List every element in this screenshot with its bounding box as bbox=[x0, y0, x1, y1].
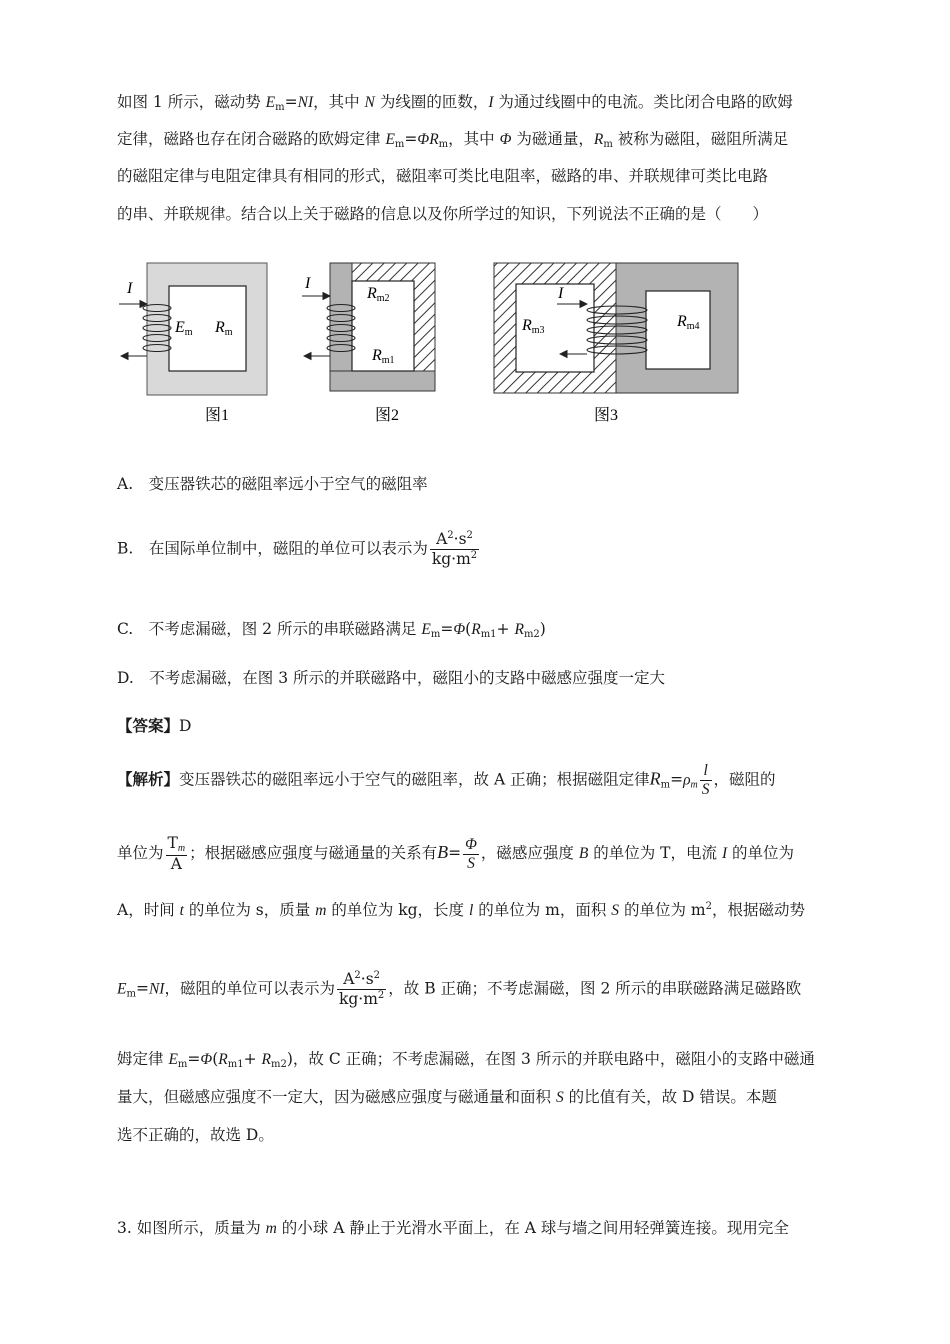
subscript: m bbox=[275, 102, 285, 113]
text: B. 在国际单位制中，磁阻的单位可以表示为 bbox=[117, 539, 428, 558]
text: 被称为磁阻，磁阻所满足 bbox=[612, 130, 789, 148]
symbol-NI: NI bbox=[297, 94, 314, 111]
intro-line-4: 的串、并联规律。结合以上关于磁路的信息以及你所学过的知识，下列说法不正确的是（ ） bbox=[117, 205, 769, 223]
figure-3 bbox=[494, 263, 738, 424]
figure-3-caption: 图3 bbox=[594, 407, 619, 424]
symbol-N: N bbox=[364, 94, 375, 111]
Rm-label: Rm bbox=[215, 319, 233, 338]
intro-line-3: 的磁阻定律与电阻定律具有相同的形式，磁阻率可类比电阻率，磁路的串、并联规律可类比电路 bbox=[117, 167, 769, 185]
analysis-line-2: 单位为 $\frac{T_m}{A}$ ；根据磁感应强度与磁通量的关系有B= $\frac{\Phi}{S}$ ，磁感应强度 B 的单位为 T，电流 I 的单位为 bbox=[117, 834, 795, 873]
answer-value: D bbox=[179, 717, 192, 735]
current-label-3: I bbox=[558, 285, 564, 302]
intro-line-1 bbox=[117, 90, 793, 113]
Rm4-label: Rm4 bbox=[677, 313, 700, 332]
text: ，其中 bbox=[448, 130, 500, 148]
option-a: A. 变压器铁芯的磁阻率远小于空气的磁阻率 bbox=[117, 475, 428, 493]
question-3-start: 3. 如图所示，质量为 m 的小球 A 静止于光滑水平面上，在 A 球与墙之间用轻弹簧连接。现用完全 bbox=[117, 1219, 789, 1237]
symbol-R: R bbox=[429, 131, 439, 148]
figure-1-caption: 图1 bbox=[205, 407, 230, 424]
text: ，其中 bbox=[313, 93, 365, 111]
intro-line-2 bbox=[117, 127, 788, 150]
symbol-I: I bbox=[488, 94, 494, 111]
text: = bbox=[284, 93, 298, 111]
text: 定律，磁路也存在闭合磁路的欧姆定律 bbox=[117, 130, 386, 148]
analysis-line-1: 【解析】变压器铁芯的磁阻率远小于空气的磁阻率，故 A 正确；根据磁阻定律$R_m=\rho_m$ $\frac{l}{S}$ ，磁阻的 bbox=[117, 762, 776, 798]
text: 为线圈的匝数， bbox=[374, 93, 489, 111]
answer-line bbox=[117, 714, 191, 736]
Rm2-label: Rm2 bbox=[367, 285, 390, 304]
analysis-line-7: 选不正确的，故选 D。 bbox=[117, 1126, 274, 1144]
Rm1-label: Rm1 bbox=[372, 347, 395, 366]
text: C. 不考虑漏磁，图 2 所示的串联磁路满足 bbox=[117, 620, 422, 638]
figure-2-caption: 图2 bbox=[375, 407, 400, 424]
Em-label: Em bbox=[175, 319, 193, 338]
analysis-line-5: 姆定律 $E_m=\Phi(R_{m1}+ R_{m2})$，故 C 正确；不考虑漏磁，在图 3 所示的并联电路中，磁阻小的支路中磁通 bbox=[117, 1050, 815, 1070]
option-c: C. 不考虑漏磁，图 2 所示的串联磁路满足 $E_m=\Phi(R_{m1}+ R_{m2})$ bbox=[117, 620, 546, 640]
Rm3-label: Rm3 bbox=[522, 317, 545, 336]
unit-fraction: $\frac{A^2\cdot s^2}{kg\cdot m^2}$ bbox=[431, 530, 478, 568]
current-label-2: I bbox=[305, 275, 311, 292]
analysis-line-4: $E_m=NI$，磁阻的单位可以表示为 $\frac{A^2\cdot s^2}{kg\cdot m^2}$ ，故 B 正确；不考虑漏磁，图 2 所示的串联磁路满足磁路欧 bbox=[117, 970, 802, 1008]
symbol-phi: Φ bbox=[417, 131, 430, 148]
symbol-phi: Φ bbox=[499, 131, 512, 148]
text: 为磁通量， bbox=[511, 130, 594, 148]
option-d: D. 不考虑漏磁，在图 3 所示的并联磁路中，磁阻小的支路中磁感应强度一定大 bbox=[117, 669, 666, 687]
symbol-R: R bbox=[593, 131, 604, 148]
answer-label: 【答案】 bbox=[117, 717, 180, 735]
option-b bbox=[117, 530, 481, 569]
analysis-label: 【解析】 bbox=[117, 770, 180, 789]
subscript: m bbox=[438, 139, 449, 150]
analysis-line-3: A，时间 t 的单位为 s，质量 m 的单位为 kg，长度 l 的单位为 m，面积 S 的单位为 $m^2$，根据磁动势 bbox=[117, 901, 805, 919]
figure-2 bbox=[302, 263, 435, 424]
figure-1 bbox=[119, 263, 267, 424]
text: 为通过线圈中的电流。类比闭合电路的欧姆 bbox=[493, 93, 793, 111]
symbol-E: E bbox=[265, 94, 276, 111]
current-label-1: I bbox=[127, 280, 133, 297]
symbol-E: E bbox=[385, 131, 395, 148]
analysis-line-6: 量大，但磁感应强度不一定大，因为磁感应强度与磁通量和面积 S 的比值有关，故 D 错误。本题 bbox=[117, 1088, 777, 1106]
subscript: m bbox=[603, 139, 613, 150]
text: 如图 1 所示，磁动势 bbox=[117, 93, 266, 111]
subscript: m bbox=[394, 139, 405, 150]
text: = bbox=[404, 130, 418, 148]
magnetic-circuit-figures bbox=[117, 258, 757, 428]
